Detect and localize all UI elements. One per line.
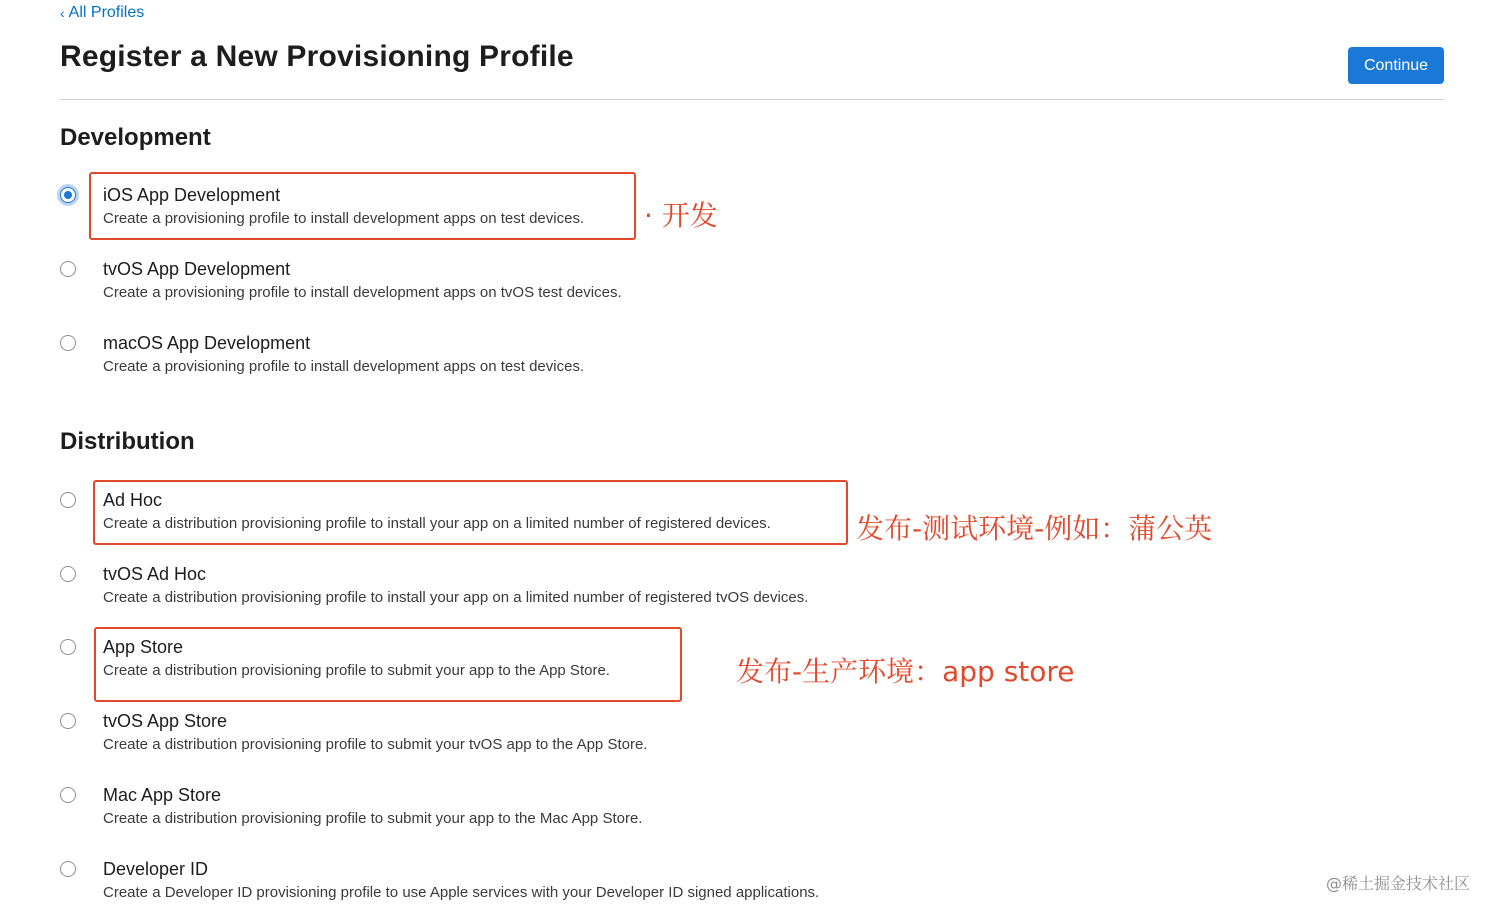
option-title: iOS App Development <box>103 185 281 205</box>
option-description: Create a distribution provisioning profile to install your app on a limited number of registered devices. <box>103 515 771 532</box>
back-link-label: All Profiles <box>68 4 145 21</box>
option-title: Ad Hoc <box>103 490 163 510</box>
annotation-dev: · 开发 <box>644 199 718 232</box>
header-divider <box>60 99 1444 100</box>
annotation-appstore: 发布-生产环境：app store <box>736 655 1075 688</box>
radio-macos-app-development[interactable] <box>60 335 76 351</box>
radio-ios-app-development[interactable] <box>60 187 76 203</box>
option-description: Create a distribution provisioning profile to submit your app to the App Store. <box>103 662 610 679</box>
section-title-development: Development <box>60 124 211 151</box>
section-title-distribution: Distribution <box>60 428 195 455</box>
radio-mac-app-store[interactable] <box>60 787 76 803</box>
option-title: tvOS App Store <box>103 711 228 731</box>
chevron-left-icon: ‹ <box>60 5 65 21</box>
option-title: tvOS Ad Hoc <box>103 564 207 584</box>
option-title: App Store <box>103 637 184 657</box>
option-description: Create a provisioning profile to install development apps on test devices. <box>103 210 585 227</box>
watermark: @稀土掘金技术社区 <box>1326 874 1471 893</box>
option-description: Create a distribution provisioning profile to install your app on a limited number of registered tvOS devices. <box>103 589 809 606</box>
continue-button[interactable]: Continue <box>1348 47 1444 84</box>
option-developer-id[interactable] <box>58 859 958 915</box>
option-description: Create a provisioning profile to install development apps on tvOS test devices. <box>103 284 622 301</box>
option-title: macOS App Development <box>103 333 311 353</box>
highlight-box-ad-hoc <box>93 480 848 545</box>
option-macos-app-development[interactable] <box>58 333 958 389</box>
radio-developer-id[interactable] <box>60 861 76 877</box>
option-title: Mac App Store <box>103 785 222 805</box>
radio-tvos-ad-hoc[interactable] <box>60 566 76 582</box>
page-title: Register a New Provisioning Profile <box>60 40 574 73</box>
radio-tvos-app-store[interactable] <box>60 713 76 729</box>
option-description: Create a provisioning profile to install development apps on test devices. <box>103 358 585 375</box>
option-description: Create a distribution provisioning profile to submit your app to the Mac App Store. <box>103 810 643 827</box>
highlight-box-ios-dev <box>89 172 636 240</box>
option-tvos-app-store[interactable] <box>58 711 958 767</box>
radio-ad-hoc[interactable] <box>60 492 76 508</box>
option-tvos-app-development[interactable] <box>58 259 958 315</box>
option-title: tvOS App Development <box>103 259 291 279</box>
radio-app-store[interactable] <box>60 639 76 655</box>
highlight-box-app-store <box>94 627 682 702</box>
annotation-adhoc: 发布-测试环境-例如：蒲公英 <box>856 512 1213 545</box>
back-link-all-profiles[interactable] <box>60 4 144 22</box>
option-title: Developer ID <box>103 859 209 879</box>
option-description: Create a Developer ID provisioning profile to use Apple services with your Developer ID signed applications. <box>103 884 820 901</box>
option-description: Create a distribution provisioning profile to submit your tvOS app to the App Store. <box>103 736 648 753</box>
radio-tvos-app-development[interactable] <box>60 261 76 277</box>
option-mac-app-store[interactable] <box>58 785 958 841</box>
option-tvos-ad-hoc[interactable] <box>58 564 958 620</box>
